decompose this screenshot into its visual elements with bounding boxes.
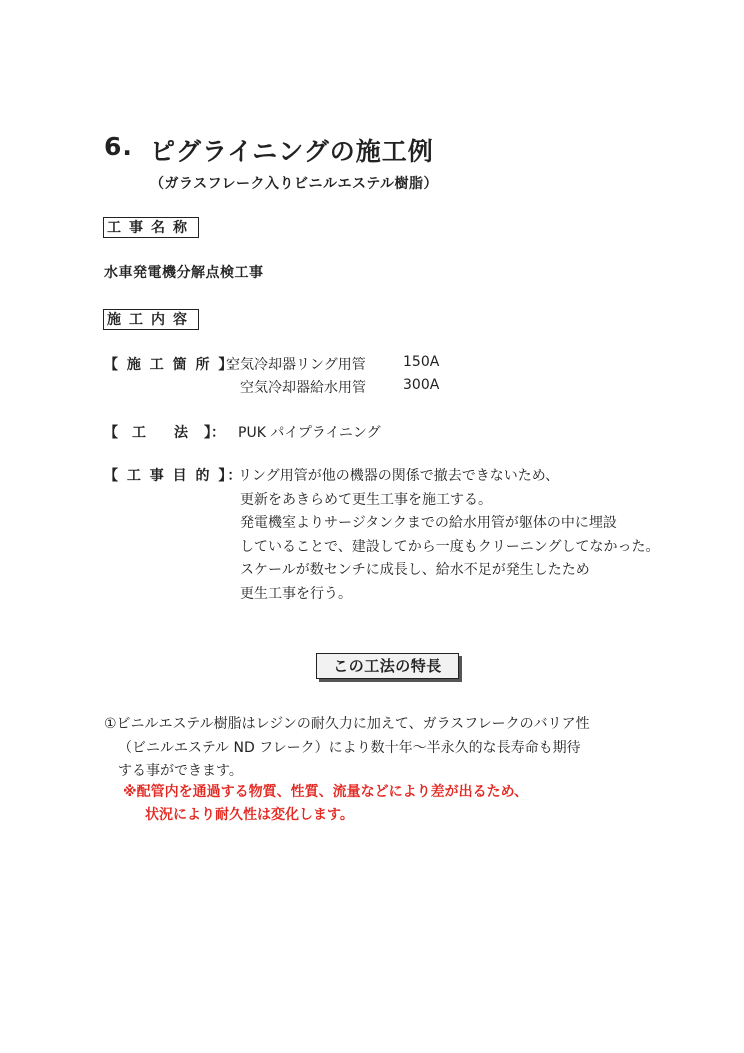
method-label-open: 【 (104, 425, 118, 441)
location-item-1-size: 150A (403, 354, 440, 370)
note-line-2: 状況により耐久性は変化します。 (145, 807, 354, 823)
location-label: 【 施 工 箇 所 】： (104, 357, 244, 373)
method-label-char-1: 工 (132, 425, 146, 441)
purpose-line-2: 更新をあきらめて更生工事を施工する。 (240, 491, 492, 508)
features-heading: この工法の特長 (316, 653, 459, 679)
note-line-1: ※配管内を通過する物質、性質、流量などにより差が出るため、 (123, 784, 529, 800)
purpose-line-4: していることで、建設してから一度もクリーニングしてなかった。 (240, 538, 660, 555)
features-description (104, 713, 590, 784)
location-item-2-size: 300A (403, 377, 440, 393)
method-value: PUK パイプライニング (238, 425, 381, 441)
feature-line-3: する事ができます。 (118, 763, 243, 779)
feature-line-2: （ビニルエステル ND フレーク）により数十年～半永久的な長寿命も期待 (118, 739, 581, 756)
method-label-close: 】： (204, 425, 225, 441)
location-item-1-name: 空気冷却器リング用管 (226, 357, 366, 373)
section-number: 6. (104, 132, 133, 161)
page-title: ピグライニングの施工例 (150, 137, 434, 166)
feature-line-1: ①ビニルエステル樹脂はレジンの耐久力に加えて、ガラスフレークのバリア性 (104, 716, 590, 732)
purpose-label: 【 工 事 目 的 】： (104, 468, 244, 484)
project-name-label: 工事名称 (103, 217, 199, 238)
page-subtitle: （ガラスフレーク入りビニルエステル樹脂） (150, 176, 439, 192)
project-name-value: 水車発電機分解点検工事 (104, 265, 264, 281)
purpose-line-5: スケールが数センチに成長し、給水不足が発生したため (240, 562, 590, 578)
purpose-line-3: 発電機室よりサージタンクまでの給水用管が躯体の中に埋設 (240, 515, 617, 531)
features-note (123, 781, 528, 827)
method-label-char-2: 法 (174, 425, 188, 441)
purpose-text (226, 465, 659, 606)
location-item-2-name: 空気冷却器給水用管 (240, 380, 366, 396)
work-content-label: 施工内容 (103, 309, 199, 330)
purpose-line-1: リング用管が他の機器の関係で撤去できないため、 (238, 468, 560, 484)
purpose-line-6: 更生工事を行う。 (240, 585, 352, 602)
